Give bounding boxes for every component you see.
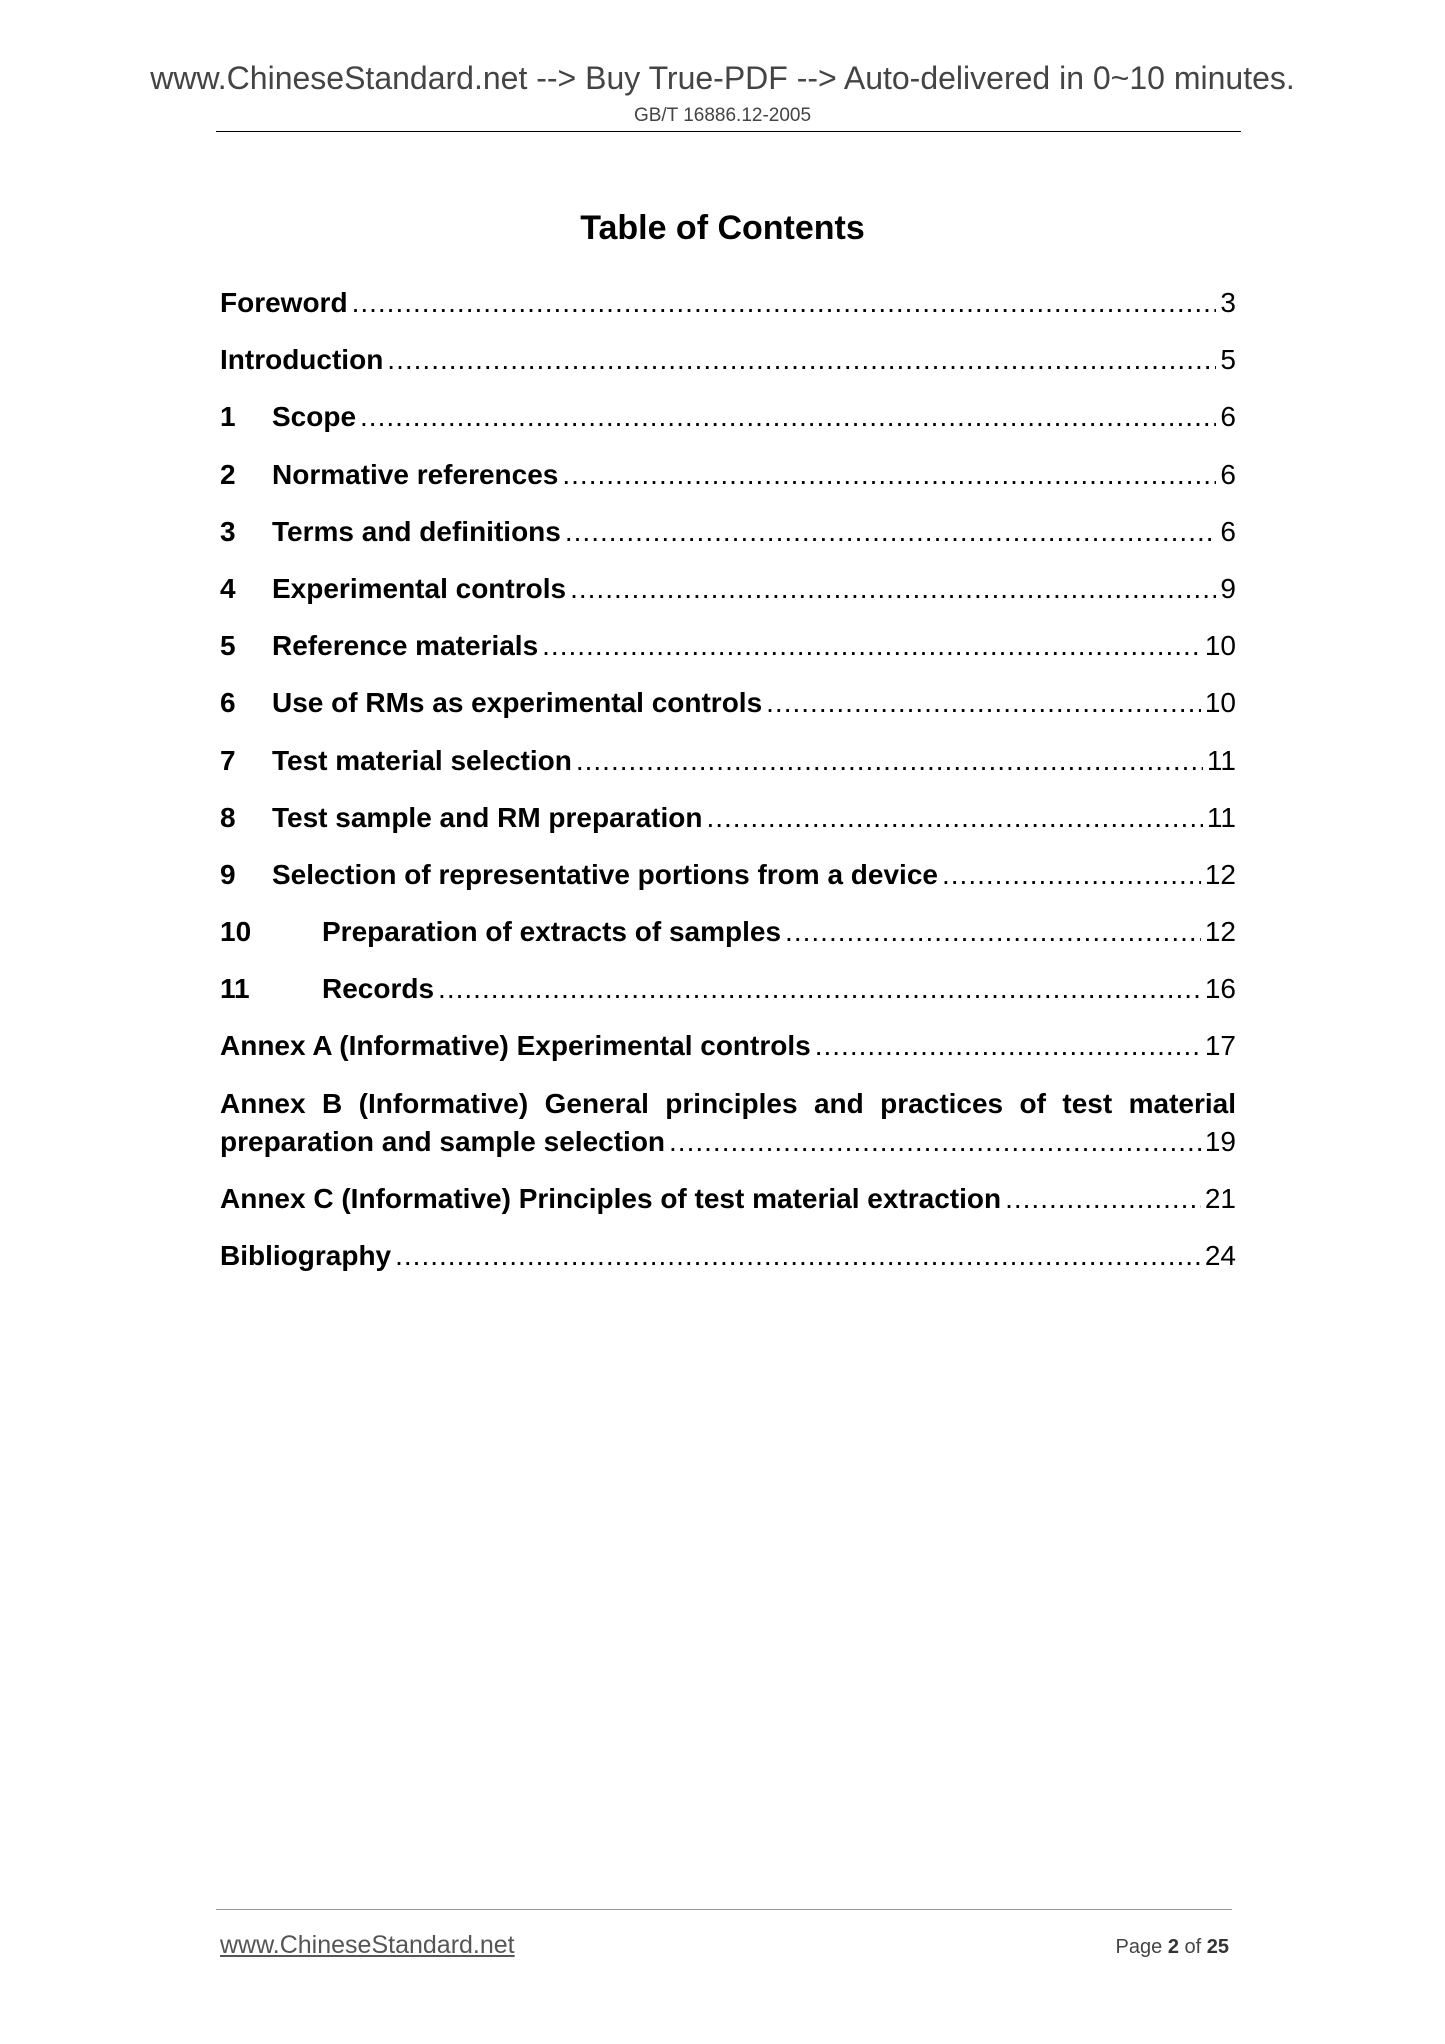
dot-leader xyxy=(395,1237,1201,1275)
footer-divider xyxy=(216,1909,1232,1910)
toc-entry-page: 24 xyxy=(1204,1240,1236,1271)
toc-entry-page: 3 xyxy=(1220,287,1236,318)
dot-leader xyxy=(387,341,1216,379)
toc-entry-label: Normative references xyxy=(272,458,559,490)
page-prefix: Page xyxy=(1115,1936,1163,1958)
toc-entry-number: 5 xyxy=(220,630,236,662)
dot-leader xyxy=(669,1123,1201,1161)
dot-leader xyxy=(360,398,1216,436)
toc-entry-label: Foreword xyxy=(220,287,348,318)
toc-entry-page: 17 xyxy=(1204,1030,1236,1062)
toc-entry-number: 8 xyxy=(220,801,236,833)
toc-entry-annex-c[interactable] xyxy=(220,1180,1236,1218)
toc-entry-number: 3 xyxy=(220,515,236,547)
dot-leader xyxy=(1005,1180,1201,1218)
table-of-contents xyxy=(220,284,1236,1294)
toc-entry-experimental-controls[interactable] xyxy=(220,570,1236,608)
toc-entry-line2 xyxy=(220,1123,1236,1161)
toc-entry-label: Annex A (Informative) Experimental controls xyxy=(220,1030,811,1062)
page-of: of xyxy=(1184,1936,1202,1958)
toc-entry-representative-portions[interactable] xyxy=(220,856,1236,894)
toc-entry-terms-and-definitions[interactable] xyxy=(220,513,1236,551)
toc-entry-page: 21 xyxy=(1204,1182,1236,1214)
toc-entry-label: Test material selection xyxy=(272,744,572,776)
toc-entry-test-sample-preparation[interactable] xyxy=(220,799,1236,837)
toc-entry-number: 6 xyxy=(220,687,236,719)
footer-site-link[interactable]: www.ChineseStandard.net xyxy=(220,1931,515,1959)
page-current: 2 xyxy=(1167,1936,1179,1958)
toc-entry-number: 10 xyxy=(220,916,252,948)
toc-entry-label: Introduction xyxy=(220,344,384,376)
toc-entry-page: 12 xyxy=(1204,858,1236,890)
toc-entry-label: Use of RMs as experimental controls xyxy=(272,687,763,719)
toc-entry-annex-a[interactable] xyxy=(220,1027,1236,1065)
toc-entry-page: 6 xyxy=(1220,401,1236,433)
dot-leader xyxy=(562,456,1216,494)
dot-leader xyxy=(576,742,1203,780)
toc-entry-page: 10 xyxy=(1204,630,1236,662)
page-total: 25 xyxy=(1206,1936,1229,1958)
toc-entry-scope[interactable] xyxy=(220,398,1236,436)
toc-entry-label: Terms and definitions xyxy=(272,515,561,547)
toc-entry-page: 11 xyxy=(1206,801,1236,833)
dot-leader xyxy=(785,913,1201,951)
toc-entry-introduction[interactable] xyxy=(220,341,1236,379)
toc-entry-foreword[interactable] xyxy=(220,284,1236,322)
toc-entry-label: Annex C (Informative) Principles of test material extraction xyxy=(220,1182,1002,1214)
toc-entry-label: Experimental controls xyxy=(272,572,567,604)
toc-entry-number: 9 xyxy=(220,858,236,890)
dot-leader xyxy=(942,856,1201,894)
top-banner: www.ChineseStandard.net --> Buy True-PDF --> Auto-delivered in 0~10 minutes. xyxy=(150,60,1295,96)
toc-entry-page: 16 xyxy=(1204,973,1236,1005)
toc-entry-page: 6 xyxy=(1220,515,1236,547)
toc-entry-page: 5 xyxy=(1220,344,1236,376)
toc-entry-label: Bibliography xyxy=(220,1240,392,1271)
toc-entry-use-of-rms[interactable] xyxy=(220,684,1236,722)
dot-leader xyxy=(815,1027,1201,1065)
toc-entry-label: Reference materials xyxy=(272,630,539,662)
document-code: GB/T 16886.12-2005 xyxy=(633,105,812,126)
dot-leader xyxy=(766,684,1201,722)
toc-entry-page: 6 xyxy=(1220,458,1236,490)
toc-entry-page: 10 xyxy=(1204,687,1236,719)
toc-entry-page: 9 xyxy=(1220,572,1236,604)
toc-entry-page: 19 xyxy=(1204,1125,1236,1157)
dot-leader xyxy=(570,570,1216,608)
page-number xyxy=(1116,1934,1229,1960)
toc-entry-records[interactable] xyxy=(220,970,1236,1008)
toc-entry-annex-b[interactable] xyxy=(220,1085,1236,1161)
toc-entry-page: 12 xyxy=(1204,916,1236,948)
toc-entry-number: 7 xyxy=(220,744,236,776)
toc-entry-number: 11 xyxy=(220,973,250,1005)
toc-title: Table of Contents xyxy=(580,209,865,247)
toc-entry-label: Preparation of extracts of samples xyxy=(322,916,782,948)
toc-entry-number: 1 xyxy=(220,401,236,433)
toc-entry-reference-materials[interactable] xyxy=(220,627,1236,665)
toc-entry-test-material-selection[interactable] xyxy=(220,742,1236,780)
dot-leader xyxy=(352,284,1217,322)
toc-entry-label-line1: Annex B (Informative) General principles and practices of test material xyxy=(220,1087,1236,1119)
dot-leader xyxy=(542,627,1201,665)
toc-entry-preparation-of-extracts[interactable] xyxy=(220,913,1236,951)
toc-entry-label: Selection of representative portions from a device xyxy=(272,858,938,890)
header-divider xyxy=(216,131,1241,132)
toc-entry-bibliography[interactable] xyxy=(220,1237,1236,1275)
toc-entry-label-line2: preparation and sample selection xyxy=(220,1125,666,1157)
toc-entry-label: Test sample and RM preparation xyxy=(272,801,703,833)
dot-leader xyxy=(438,970,1201,1008)
dot-leader xyxy=(565,513,1217,551)
toc-entry-label: Scope xyxy=(272,401,357,433)
toc-entry-number: 2 xyxy=(220,458,236,490)
dot-leader xyxy=(706,799,1202,837)
toc-entry-normative-references[interactable] xyxy=(220,456,1236,494)
toc-entry-number: 4 xyxy=(220,572,236,604)
toc-entry-label: Records xyxy=(322,973,435,1005)
toc-entry-page: 11 xyxy=(1206,744,1236,776)
